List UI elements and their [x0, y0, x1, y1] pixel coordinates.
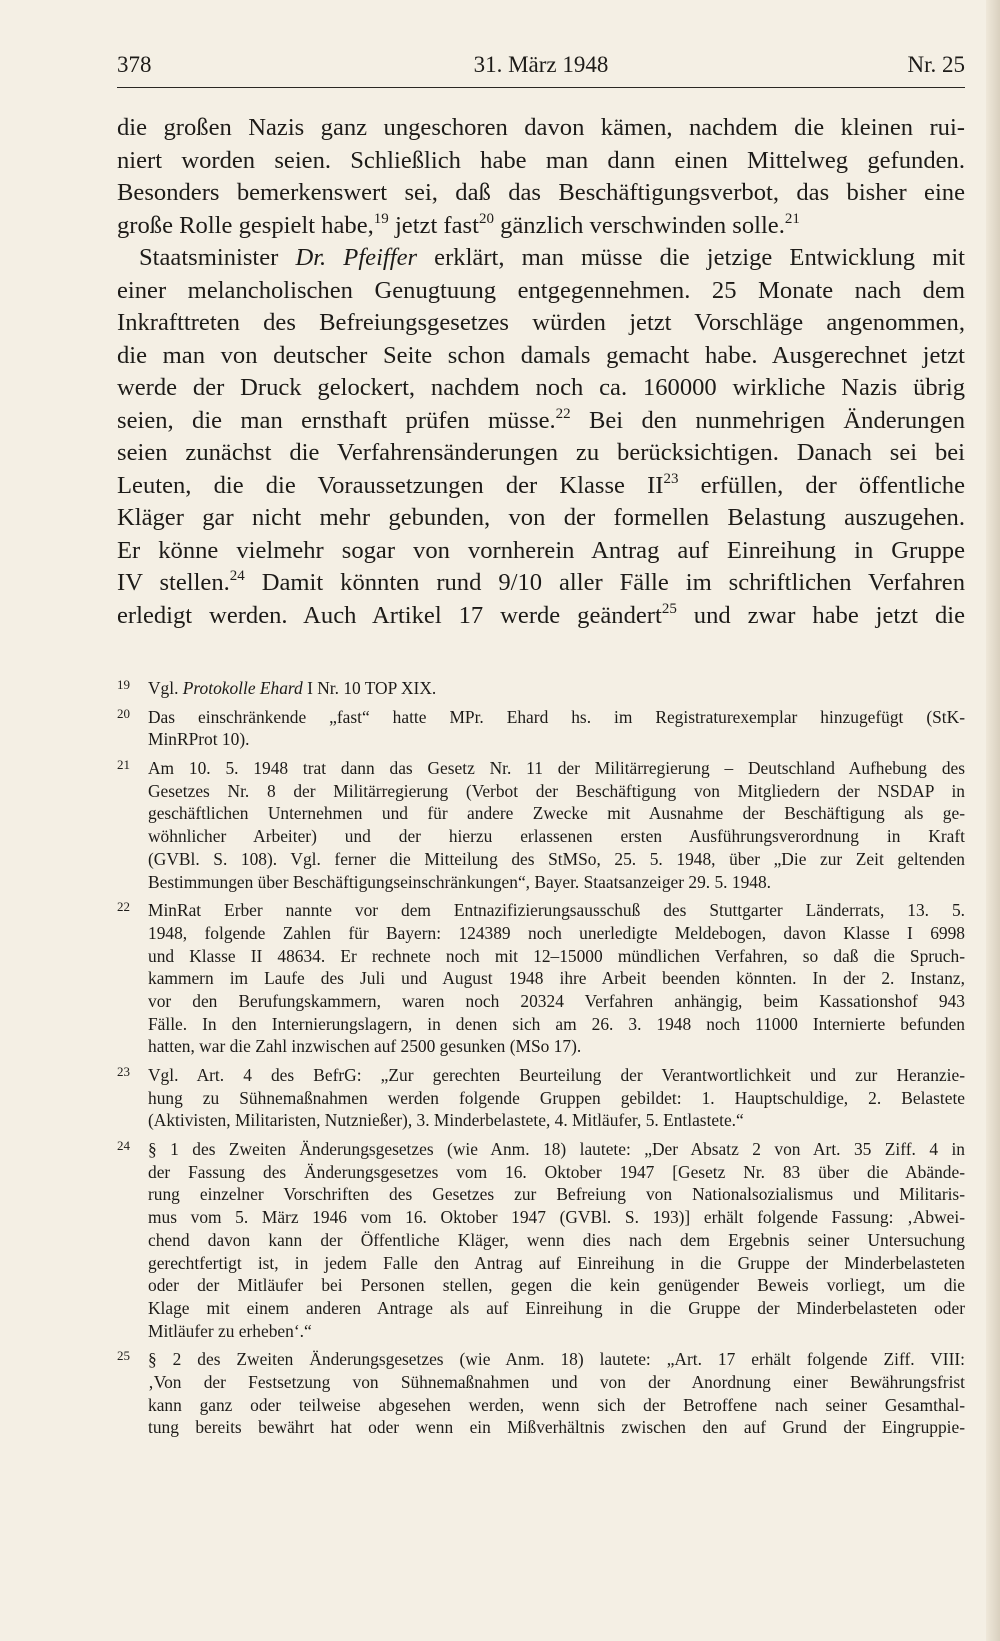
footnote-number: 24 — [117, 1138, 130, 1154]
running-header — [117, 48, 965, 84]
footnote-ref: 19 — [373, 210, 389, 227]
footnote-line: geschäftlichen Unternehmen und für andere Zwecke mit Ausnahme der Beschäftigung als ge- — [148, 803, 965, 824]
body-line: Er könne vielmehr sogar von vornherein Antrag auf Einreihung in Gruppe — [117, 536, 965, 564]
footnote-23 — [117, 1064, 965, 1132]
footnote-line: und Klasse II 48634. Er rechnete noch mit 12–15000 mündlichen Verfahren, so daß die Spruch- — [148, 945, 965, 966]
body-line: Besonders bemerkenswert sei, daß das Beschäftigungsverbot, das bisher eine — [117, 179, 965, 206]
footnote-line: ‚Von der Festsetzung von Sühnemaßnahmen und von der Anordnung einer Bewährungsfrist — [148, 1371, 965, 1392]
footnote-number: 25 — [117, 1348, 130, 1364]
footnote-line: 1948, folgende Zahlen für Bayern: 124389 noch unerledigte Meldebogen, davon Klasse I 6998 — [148, 922, 965, 943]
body-line: die man von deutscher Seite schon damals gemacht habe. Ausgerechnet jetzt — [117, 341, 965, 369]
footnote-line: (Aktivisten, Militaristen, Nutznießer), 3. Minderbelastete, 4. Mitläufer, 5. Entlastete.“ — [148, 1110, 744, 1131]
body-line: seien, die man ernsthaft prüfen müsse.$^{22}$ Bei den nunmehrigen Änderungen — [117, 405, 965, 434]
footnote-line: kann ganz oder teilweise abgesehen werden, wenn sich der Betroffene nach seiner Gesamthal- — [148, 1394, 965, 1415]
footnote-line: chend davon kann der Öffentliche Kläger, wenn dies nach dem Ergebnis seiner Untersuchung — [148, 1229, 965, 1250]
footnote-line: hung zu Sühnemaßnahmen werden folgende Gruppen gebildet: 1. Hauptschuldige, 2. Belastete — [148, 1087, 965, 1108]
footnote-line: MinRat Erber nannte vor dem Entnazifizierungsausschuß des Stuttgarter Länderrats, 13. 5. — [148, 900, 965, 921]
footnote-number: 22 — [117, 899, 130, 915]
body-line: Inkrafttreten des Befreiungsgesetzes würden jetzt Vorschläge angenommen, — [117, 309, 965, 336]
footnote-line: gerechtfertigt ist, in jedem Falle den Antrag auf Einreihung in die Gruppe der Minderbelasteten — [148, 1252, 965, 1273]
header-date: 31. März 1948 — [473, 52, 609, 77]
footnote-ref: 25 — [661, 600, 677, 617]
footnote-number: 19 — [117, 677, 130, 692]
footnote-line: Das einschränkende „fast“ hatte MPr. Ehard hs. im Registraturexemplar hinzugefügt (StK- — [148, 706, 965, 727]
footnotes — [117, 677, 965, 1445]
footnote-ref: 23 — [663, 470, 679, 487]
footnote-line: tung bereits bewährt hat oder wenn ein Mißverhältnis zwischen den auf Grund der Eingruppie- — [148, 1417, 965, 1438]
footnote-number: 21 — [117, 757, 130, 773]
body-line: seien zunächst die Verfahrensänderungen zu berücksichtigen. Danach sei bei — [117, 439, 965, 466]
footnote-25 — [117, 1348, 965, 1439]
footnote-line: hatten, war die Zahl inzwischen auf 2500 gesunken (MSo 17). — [148, 1036, 582, 1057]
footnote-ref: 20 — [478, 210, 494, 227]
footnote-24 — [117, 1138, 965, 1342]
footnote-line: § 1 des Zweiten Änderungsgesetzes (wie Anm. 18) lautete: „Der Absatz 2 von Art. 35 Ziff. 4 in — [148, 1139, 965, 1160]
body-line: werde der Druck gelockert, nachdem noch ca. 160000 wirkliche Nazis übrig — [117, 374, 965, 401]
footnote-line: (GVBl. S. 108). Vgl. ferner die Mitteilung des StMSo, 25. 5. 1948, über „Die zur Zeit geltenden — [148, 848, 965, 869]
body-line: Staatsminister Dr. Pfeiffer erklärt, man müsse die jetzige Entwicklung mit — [139, 244, 965, 271]
person-name: Dr. Pfeiffer — [295, 244, 418, 271]
footnote-line: Klage mit einem anderen Antrage als auf Einreihung in die Gruppe der Minderbelasteten oder — [148, 1297, 965, 1318]
footnote-line: wöhnlicher Arbeiter) und der hierzu erlassenen ersten Ausführungsverordnung in Kraft — [148, 826, 965, 847]
footnote-ref: 21 — [784, 210, 800, 227]
footnote-22 — [117, 899, 965, 1058]
footnote-line: rung einzelner Vorschriften des Gesetzes zur Befreiung von Nationalsozialismus und Militaris- — [148, 1184, 965, 1205]
body-line: erledigt werden. Auch Artikel 17 werde geändert$^{25}$ und zwar habe jetzt die — [117, 600, 965, 629]
footnote-ref: 24 — [229, 568, 245, 584]
footnote-number: 23 — [117, 1064, 130, 1079]
footnote-ref: 22 — [555, 405, 571, 422]
footnote-line: Bestimmungen über Beschäftigungseinschränkungen“, Bayer. Staatsanzeiger 29. 5. 1948. — [148, 871, 772, 892]
body-text — [117, 112, 965, 632]
body-line: große Rolle gespielt habe,$^{19}$ jetzt fast$^{20}$ gänzlich verschwinden solle.$^{21}$ — [117, 210, 800, 239]
body-line: IV stellen.$^{24}$ Damit könnten rund 9/10 aller Fälle im schriftlichen Verfahren — [117, 568, 965, 596]
footnote-21 — [117, 757, 965, 893]
footnote-line: oder der Mitläufer bei Personen stellen, gegen die kein genügender Beweis vorliegt, um die — [148, 1275, 965, 1296]
body-line: einer melancholischen Genugtuung entgegennehmen. 25 Monate nach dem — [117, 276, 965, 304]
body-line: Leuten, die die Voraussetzungen der Klasse II$^{23}$ erfüllen, der öffentliche — [117, 470, 965, 499]
footnote-20 — [117, 706, 965, 751]
footnote-line: Fälle. In den Internierungslagern, in denen sich am 26. 3. 1948 noch 11000 Internierte befunden — [148, 1013, 965, 1034]
footnote-line: kammern im Laufe des Juli und August 1948 ihre Arbeit beenden könnten. In der 2. Instanz, — [148, 968, 965, 989]
body-line: die großen Nazis ganz ungeschoren davon kämen, nachdem die kleinen rui- — [117, 114, 965, 141]
body-line: niert worden seien. Schließlich habe man dann einen Mittelweg gefunden. — [117, 146, 965, 174]
footnote-line: der Fassung des Änderungsgesetzes vom 16. Oktober 1947 [Gesetz Nr. 83 über die Abände- — [148, 1161, 965, 1182]
page-edge-shadow — [986, 0, 1000, 1641]
body-line: Kläger gar nicht mehr gebunden, von der formellen Belastung auszugehen. — [117, 504, 965, 531]
footnote-line: MinRProt 10). — [148, 729, 250, 750]
footnote-19 — [117, 677, 965, 700]
footnote-line: Mitläufer zu erheben‘.“ — [148, 1320, 312, 1341]
footnote-line: mus vom 5. März 1946 vom 16. Oktober 1947 (GVBl. S. 193)] erhält folgende Fassung: ‚Abwei- — [148, 1207, 965, 1228]
page-number: 378 — [117, 52, 152, 77]
footnote-line: § 2 des Zweiten Änderungsgesetzes (wie Anm. 18) lautete: „Art. 17 erhält folgende Ziff. VIII: — [148, 1349, 965, 1370]
footnote-line: Am 10. 5. 1948 trat dann das Gesetz Nr. 11 der Militärregierung – Deutschland Aufhebung des — [148, 758, 965, 779]
footnote-line: Vgl. Art. 4 des BefrG: „Zur gerechten Beurteilung der Verantwortlichkeit und zur Heranzie- — [148, 1065, 965, 1085]
header-rule — [117, 87, 965, 88]
footnote-line: Vgl. Protokolle Ehard I Nr. 10 TOP XIX. — [148, 678, 437, 698]
document-number: Nr. 25 — [907, 52, 965, 77]
footnote-line: Gesetzes Nr. 8 der Militärregierung (Verbot der Beschäftigung von Mitgliedern der NSDAP in — [148, 780, 965, 801]
footnote-line: vor den Berufungskammern, waren noch 20324 Verfahren anhängig, beim Kassationshof 943 — [148, 990, 965, 1011]
footnote-number: 20 — [117, 705, 130, 721]
